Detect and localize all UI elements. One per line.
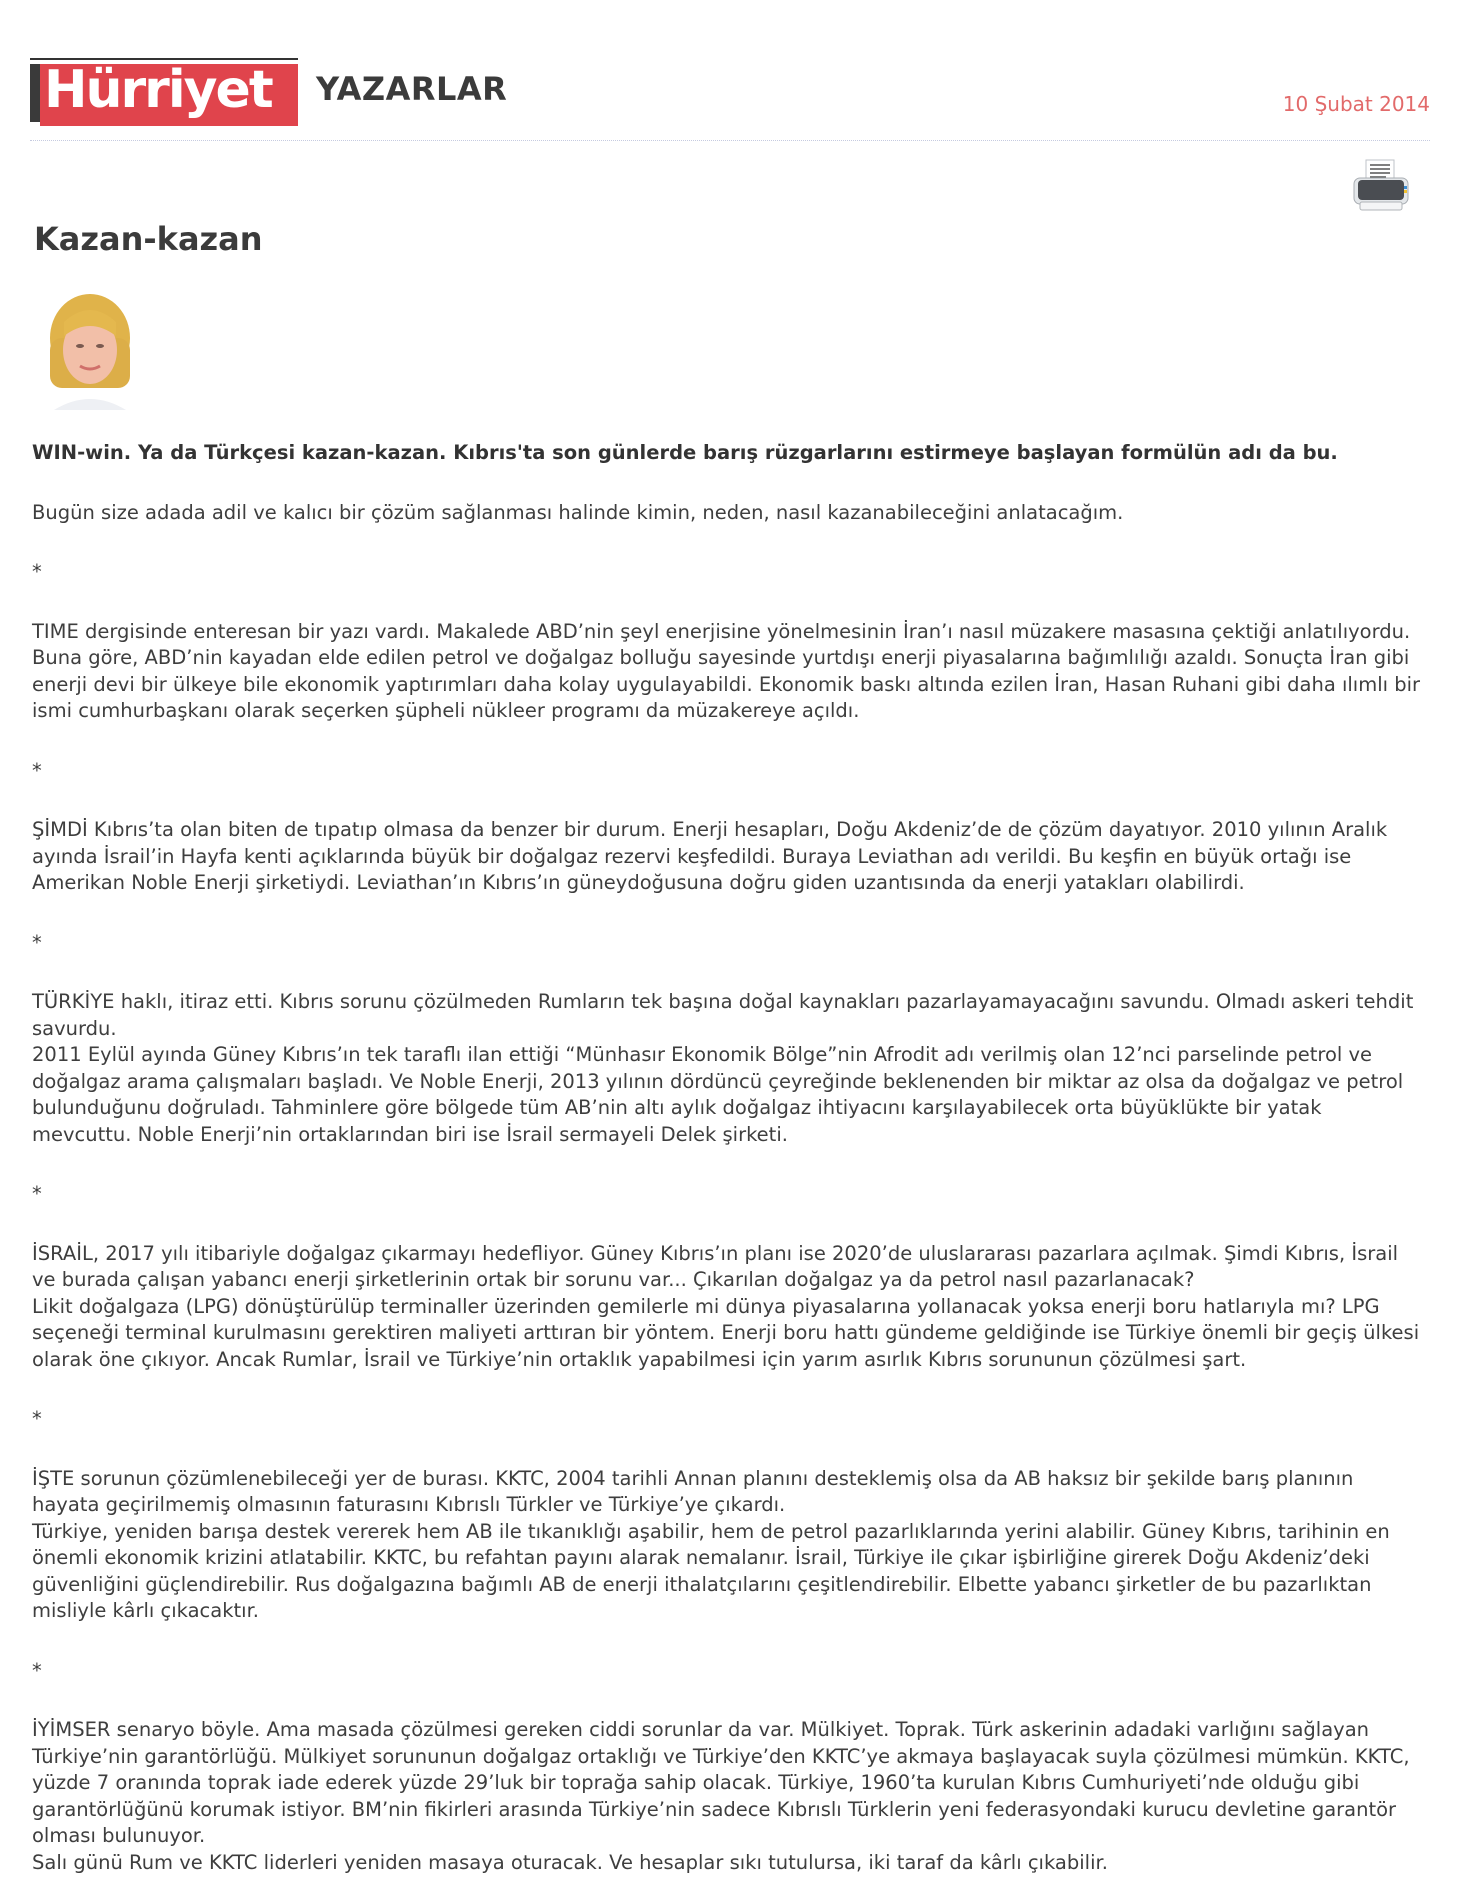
article-body [32,440,1422,1876]
paragraph: Bugün size adada adil ve kalıcı bir çözüm sağlanması halinde kimin, neden, nasıl kazanabileceğini anlatacağım. [32,500,1124,524]
paragraph: İSRAİL, 2017 yılı itibariyle doğalgaz çıkarmayı hedefliyor. Güney Kıbrıs’ın planı ise 2020’de uluslararası pazarlara açılmak. Şimdi Kıbrıs, İsrail ve burada çalışan yabancı enerji şirketlerinin ortak bir sorunu var... Çıkarılan doğalgaz ya da petrol nasıl pazarlanacak? [32,1241,1399,1291]
paragraph: İŞTE sorunun çözümlenebileceği yer de burası. KKTC, 2004 tarihli Annan planını desteklemiş olsa da AB haksız bir şekilde barış planının hayata geçirilmemiş olmasının faturasını Kıbrıslı Türkler ve Türkiye’ye çıkardı. [32,1466,1354,1516]
paragraph: TÜRKİYE haklı, itiraz etti. Kıbrıs sorunu çözülmeden Rumların tek başına doğal kaynakları pazarlayamayacağını savundu. Olmadı askeri tehdit savurdu. [32,990,1414,1040]
paragraph: İYİMSER senaryo böyle. Ama masada çözülmesi gereken ciddi sorunlar da var. Mülkiyet. Toprak. Türk askerinin adadaki varlığını sağlayan Türkiye’nin garantörlüğü. Mülkiyet sorununun doğalgaz ortaklığı ve Türkiye’den KKTC’ye akmaya başlayacak suyla çözülmesi mümkün. KKTC, yüzde 7 oranında toprak iade ederek yüzde 29’luk bir toprağa sahip olacak. Türkiye, 1960’ta kurulan Kıbrıs Cumhuriyeti’nde olduğu gibi garantörlüğünü korumak istiyor. BM’nin fikirleri arasında Türkiye’nin sadece Kıbrıslı Türklerin yeni federasyondaki kurucu devletine garantör olması bulunuyor. [32,1718,1410,1847]
article-title: Kazan-kazan [34,220,263,258]
header-divider [30,140,1430,142]
paragraph: Likit doğalgaza (LPG) dönüştürülüp terminaller üzerinden gemilerle mi dünya piyasalarına yollanacak yoksa enerji boru hatlarıyla mı? LPG seçeneği terminal kurulmasını gerektiren maliyeti arttıran bir yöntem. Enerji boru hattı gündeme geldiğinde ise Türkiye önemli bir geçiş ülkesi olarak öne çıkıyor. Ancak Rumlar, İsrail ve Türkiye’nin ortaklık yapabilmesi için yarım asırlık Kıbrıs sorununun çözülmesi şart. [32,1294,1420,1371]
hurriyet-logo[interactable] [30,58,298,126]
author-avatar [44,292,136,410]
paragraph: Salı günü Rum ve KKTC liderleri yeniden masaya oturacak. Ve hesaplar sıkı tutulursa, iki taraf da kârlı çıkabilir. [32,1850,1108,1874]
section-title[interactable]: YAZARLAR [316,70,508,108]
paragraph: TIME dergisinde enteresan bir yazı vardı. Makalede ABD’nin şeyl enerjisine yönelmesinin İran’ı nasıl müzakere masasına çektiği anlatılıyordu. [32,619,1411,643]
logo-text: Hürriyet [44,60,272,120]
section-separator: * [32,930,42,954]
paragraph: Buna göre, ABD’nin kayadan elde edilen petrol ve doğalgaz bolluğu sayesinde yurtdışı enerji piyasalarına bağımlılığı azaldı. Sonuçta İran gibi enerji devi bir ülkeye bile ekonomik yaptırımları daha kolay uygulayabildi. Ekonomik baskı altında ezilen İran, Hasan Ruhani gibi daha ılımlı bir ismi cumhurbaşkanı olarak seçerken şüpheli nükleer programı da müzakereye açıldı. [32,646,1421,722]
section-separator: * [32,1407,42,1430]
printer-icon [1348,158,1414,216]
section-separator: * [32,560,42,583]
article-lead: WIN-win. Ya da Türkçesi kazan-kazan. Kıbrıs'ta son günlerde barış rüzgarlarını estirmeye başlayan formülün adı da bu. [32,441,1338,464]
paragraph: 2011 Eylül ayında Güney Kıbrıs’ın tek taraflı ilan ettiği “Münhasır Ekonomik Bölge”nin Afrodit adı verilmiş olan 12’nci parselinde petrol ve doğalgaz arama çalışmaları başladı. Ve Noble Enerji, 2013 yılının dördüncü çeyreğinde beklenenden bir miktar az olsa da doğalgaz ve petrol bulunduğunu doğruladı. Tahminlere göre bölgede tüm AB’nin altı aylık doğalgaz ihtiyacını karşılayabilecek orta büyüklükte bir yatak mevcuttu. Noble Enerji’nin ortaklarından biri ise İsrail sermayeli Delek şirketi. [32,1043,1404,1146]
print-button[interactable] [1348,158,1414,216]
section-separator: * [32,758,42,782]
paragraph: ŞİMDİ Kıbrıs’ta olan biten de tıpatıp olmasa da benzer bir durum. Enerji hesapları, Doğu Akdeniz’de de çözüm dayatıyor. 2010 yılının Aralık ayında İsrail’in Hayfa kenti açıklarında büyük bir doğalgaz rezervi keşfedildi. Buraya Leviathan adı verildi. Bu keşfin en büyük ortağı ise Amerikan Noble Enerji şirketiydi. Leviathan’ın Kıbrıs’ın güneydoğusuna doğru giden uzantısında da enerji yatakları olabilirdi. [32,818,1388,894]
masthead [30,58,1430,128]
paragraph: Türkiye, yeniden barışa destek vererek hem AB ile tıkanıklığı aşabilir, hem de petrol pazarlıklarında yerini alabilir. Güney Kıbrıs, tarihinin en önemli ekonomik krizini atlatabilir. KKTC, bu refahtan payını alarak nemalanır. İsrail, Türkiye ile çıkar işbirliğine girerek Doğu Akdeniz’deki güvenliğini güçlendirebilir. Rus doğalgazına bağımlı AB de enerji ithalatçılarını çeşitlendirebilir. Elbette yabancı şirketler de bu pazarlıktan misliyle kârlı çıkacaktır. [32,1519,1390,1622]
publish-date: 10 Şubat 2014 [1282,92,1430,116]
section-separator: * [32,1182,42,1205]
section-separator: * [32,1658,42,1682]
